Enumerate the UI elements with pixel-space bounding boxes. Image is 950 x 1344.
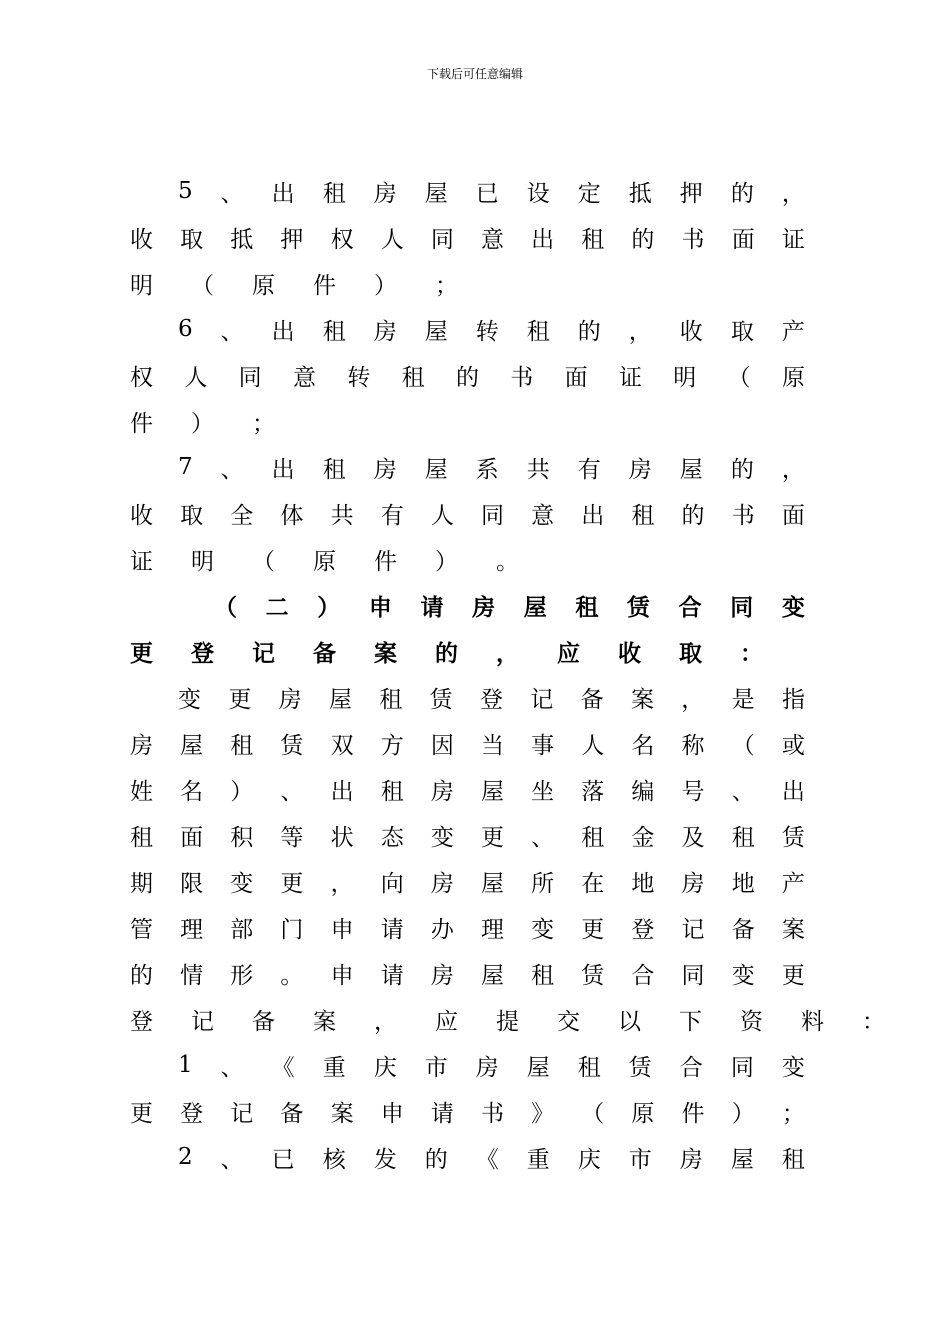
text-char: 抵 <box>628 180 652 207</box>
text-char: 名 <box>180 778 204 805</box>
text-char: 租 <box>230 732 254 759</box>
text-char: 所 <box>531 870 555 897</box>
text-char: 姓 <box>130 778 153 805</box>
text-char: 记 <box>252 639 275 667</box>
text-char: 原 <box>313 548 336 575</box>
text-char: 体 <box>280 502 304 529</box>
text-char: 当 <box>480 732 504 759</box>
text-char: 变 <box>731 962 755 989</box>
text-char: 面 <box>564 364 588 391</box>
text-char: 租 <box>380 778 404 805</box>
text-char: 租 <box>401 364 425 391</box>
text-char: ， <box>628 318 652 345</box>
text-char: 事 <box>531 732 555 759</box>
text-char: 取 <box>730 318 754 345</box>
text-char: 态 <box>380 824 404 851</box>
text-char: 件 <box>130 410 153 437</box>
page-header: 下载后可任意编辑 <box>426 67 523 81</box>
text-char: 出 <box>531 226 555 253</box>
text-char: ） <box>317 593 341 621</box>
text-char: 等 <box>280 824 304 851</box>
text-char: 赁 <box>628 1054 652 1081</box>
text-char: ） <box>731 1100 755 1127</box>
text-char: 租 <box>322 180 346 207</box>
text-char: 记 <box>191 1008 214 1035</box>
text-char: 人 <box>430 502 454 529</box>
text-char: 合 <box>631 962 655 989</box>
text-char: 市 <box>628 1146 652 1173</box>
text-char: 屋 <box>180 732 204 759</box>
text-char: ， <box>781 180 805 207</box>
text-char: 二 <box>265 593 289 621</box>
text-char: 的 <box>631 226 655 253</box>
text-char: 号 <box>681 778 705 805</box>
text-char: 7 <box>178 454 193 480</box>
text-char: ） <box>374 272 397 299</box>
text-char: 备 <box>731 916 755 943</box>
text-char: 名 <box>631 732 655 759</box>
text-char: 市 <box>424 1054 448 1081</box>
text-char: 变 <box>531 916 555 943</box>
text-char: 房 <box>373 180 397 207</box>
text-char: 庆 <box>373 1054 397 1081</box>
text-char: 、 <box>220 1146 244 1173</box>
text-char: 理 <box>180 916 204 943</box>
text-char: 6 <box>178 316 193 342</box>
text-char: 人 <box>380 226 404 253</box>
text-line <box>130 582 805 628</box>
text-char: 变 <box>781 1054 805 1081</box>
text-char: 登 <box>191 639 214 667</box>
text-char: 租 <box>322 318 346 345</box>
text-char: 变 <box>178 686 201 713</box>
text-char: 出 <box>330 778 354 805</box>
text-char: 租 <box>322 456 346 483</box>
text-char: 已 <box>475 180 499 207</box>
text-char: 租 <box>130 824 153 851</box>
text-char: 同 <box>730 1054 754 1081</box>
text-char: 、 <box>280 778 304 805</box>
text-char: 意 <box>292 364 316 391</box>
text-char: 房 <box>373 456 397 483</box>
text-line <box>130 444 805 490</box>
text-char: 件 <box>313 272 336 299</box>
text-char: 重 <box>322 1054 346 1081</box>
text-char: 请 <box>430 1100 454 1127</box>
text-char: 地 <box>731 870 755 897</box>
text-char: 同 <box>238 364 262 391</box>
text-line <box>130 536 805 582</box>
text-char: 租 <box>379 686 403 713</box>
text-char: 屋 <box>526 1054 550 1081</box>
text-line <box>130 766 805 812</box>
text-char: 、 <box>531 824 555 851</box>
text-char: 面 <box>180 824 204 851</box>
text-char: 称 <box>681 732 705 759</box>
text-char: ， <box>681 686 705 713</box>
text-char: 赁 <box>581 962 605 989</box>
text-char: 申 <box>368 593 392 621</box>
text-char: （ <box>214 593 237 621</box>
text-char: 的 <box>424 1146 448 1173</box>
text-char: 面 <box>781 502 805 529</box>
text-line <box>130 490 805 536</box>
text-char: 取 <box>180 502 204 529</box>
text-char: 书 <box>480 1100 504 1127</box>
text-char: 租 <box>731 824 755 851</box>
text-char: 发 <box>373 1146 397 1173</box>
text-line <box>130 398 805 444</box>
text-char: 备 <box>313 639 336 667</box>
text-char: 证 <box>781 226 805 253</box>
text-char: 书 <box>681 226 705 253</box>
text-char: 备 <box>280 1100 304 1127</box>
text-char: 合 <box>679 1054 703 1081</box>
text-line <box>130 168 805 214</box>
text-char: 《 <box>271 1054 295 1081</box>
text-char: 意 <box>531 502 555 529</box>
text-char: ） <box>191 410 214 437</box>
text-line <box>130 306 805 352</box>
text-line <box>130 720 805 766</box>
text-char: 案 <box>781 916 805 943</box>
text-char: 部 <box>230 916 254 943</box>
text-char: 更 <box>280 870 304 897</box>
text-char: 收 <box>618 639 641 667</box>
text-char: 《 <box>475 1146 499 1173</box>
text-char: 租 <box>531 962 555 989</box>
text-char: ； <box>252 410 275 437</box>
text-char: 收 <box>130 502 153 529</box>
document-body <box>130 168 885 1180</box>
text-char: 屋 <box>328 686 352 713</box>
text-char: 产 <box>781 870 805 897</box>
text-char: 、 <box>220 456 244 483</box>
text-char: 备 <box>252 1008 275 1035</box>
text-char: 产 <box>781 318 805 345</box>
text-char: 人 <box>581 732 605 759</box>
text-char: 赁 <box>429 686 453 713</box>
text-char: 原 <box>631 1100 655 1127</box>
text-char: 。 <box>280 962 304 989</box>
text-char: （ <box>731 732 755 759</box>
text-char: 共 <box>330 502 354 529</box>
text-char: 明 <box>130 272 153 299</box>
text-char: （ <box>252 548 275 575</box>
text-line <box>130 628 805 674</box>
text-char: ， <box>330 870 354 897</box>
text-line <box>130 904 805 950</box>
text-char: 以 <box>618 1008 641 1035</box>
text-char: 出 <box>271 456 295 483</box>
text-char: 理 <box>480 916 504 943</box>
text-char: 的 <box>455 364 479 391</box>
text-char: 方 <box>380 732 404 759</box>
text-char: 定 <box>577 180 601 207</box>
text-char: 登 <box>130 1008 153 1035</box>
text-char: 案 <box>330 1100 354 1127</box>
text-char: 更 <box>781 962 805 989</box>
text-char: 原 <box>252 272 275 299</box>
text-char: 房 <box>430 870 454 897</box>
text-char: 押 <box>679 180 703 207</box>
text-char: 收 <box>130 226 153 253</box>
text-char: 出 <box>271 180 295 207</box>
text-char: 房 <box>373 318 397 345</box>
text-line <box>130 858 805 904</box>
text-char: 地 <box>631 870 655 897</box>
text-char: 指 <box>781 686 805 713</box>
text-char: 全 <box>230 502 254 529</box>
text-char: 转 <box>475 318 499 345</box>
text-char: 出 <box>271 318 295 345</box>
text-char: 更 <box>581 916 605 943</box>
text-char: 同 <box>730 593 754 621</box>
text-char: 房 <box>472 593 496 621</box>
text-line <box>130 812 805 858</box>
text-char: 原 <box>781 364 805 391</box>
text-char: （ <box>727 364 751 391</box>
text-char: 取 <box>180 226 204 253</box>
text-char: 在 <box>581 870 605 897</box>
text-char: 人 <box>184 364 208 391</box>
text-char: 取 <box>679 639 702 667</box>
text-char: 屋 <box>679 456 703 483</box>
text-char: 》 <box>531 1100 555 1127</box>
text-char: 案 <box>630 686 654 713</box>
text-char: 交 <box>557 1008 580 1035</box>
text-char: ： <box>740 639 763 667</box>
text-char: 屋 <box>480 870 504 897</box>
text-line <box>130 214 805 260</box>
text-char: 赁 <box>280 732 304 759</box>
text-char: 赁 <box>627 593 650 621</box>
text-char: 重 <box>526 1146 550 1173</box>
text-char: 同 <box>681 962 705 989</box>
text-char: 管 <box>130 916 153 943</box>
text-char: 期 <box>130 870 153 897</box>
text-char: 办 <box>430 916 454 943</box>
text-char: 系 <box>475 456 499 483</box>
text-char: 、 <box>220 180 244 207</box>
text-char: 坐 <box>531 778 555 805</box>
text-char: 登 <box>631 916 655 943</box>
text-char: 押 <box>280 226 304 253</box>
text-char: 件 <box>681 1100 705 1127</box>
text-char: 房 <box>628 456 652 483</box>
text-char: 同 <box>480 502 504 529</box>
text-char: 资 <box>740 1008 763 1035</box>
text-char: （ <box>581 1100 605 1127</box>
text-char: 的 <box>577 318 601 345</box>
text-char: ， <box>496 639 519 667</box>
text-char: 双 <box>330 732 354 759</box>
text-char: 明 <box>673 364 697 391</box>
text-char: 案 <box>374 639 397 667</box>
text-line <box>130 1134 805 1180</box>
text-char: 2 <box>178 1144 193 1170</box>
text-char: 、 <box>731 778 755 805</box>
text-char: 权 <box>330 226 354 253</box>
text-char: 更 <box>130 1100 153 1127</box>
text-char: 申 <box>330 962 354 989</box>
text-char: 租 <box>781 1146 805 1173</box>
text-char: 有 <box>577 456 601 483</box>
text-char: 申 <box>380 1100 404 1127</box>
text-char: ： <box>862 1008 885 1035</box>
text-char: ； <box>781 1100 805 1127</box>
text-char: 房 <box>475 1054 499 1081</box>
text-char: ） <box>435 548 458 575</box>
text-char: 租 <box>526 318 550 345</box>
text-char: 意 <box>480 226 504 253</box>
text-char: 或 <box>781 732 805 759</box>
text-char: 登 <box>479 686 503 713</box>
text-char: 下 <box>679 1008 702 1035</box>
text-char: 租 <box>577 1054 601 1081</box>
text-char: 的 <box>130 962 153 989</box>
text-char: ， <box>781 456 805 483</box>
text-char: 租 <box>575 593 599 621</box>
text-char: 门 <box>280 916 304 943</box>
text-char: 核 <box>322 1146 346 1173</box>
text-char: 申 <box>330 916 354 943</box>
text-char: 状 <box>330 824 354 851</box>
text-char: 积 <box>230 824 254 851</box>
text-line <box>130 260 805 306</box>
text-line <box>130 352 805 398</box>
text-char: 情 <box>180 962 204 989</box>
text-char: 证 <box>130 548 153 575</box>
text-char: 屋 <box>424 456 448 483</box>
text-char: 的 <box>681 502 705 529</box>
text-char: 案 <box>313 1008 336 1035</box>
text-char: 房 <box>679 1146 703 1173</box>
text-char: 的 <box>730 180 754 207</box>
text-char: 租 <box>581 824 605 851</box>
text-char: 收 <box>679 318 703 345</box>
text-char: 向 <box>380 870 404 897</box>
text-char: 1 <box>178 1052 193 1078</box>
text-char: 件 <box>374 548 397 575</box>
text-char: 落 <box>581 778 605 805</box>
text-char: 出 <box>781 778 805 805</box>
text-char: 房 <box>430 778 454 805</box>
text-char: 记 <box>230 1100 254 1127</box>
text-char: 料 <box>801 1008 824 1035</box>
text-char: 。 <box>496 548 519 575</box>
text-char: 房 <box>430 962 454 989</box>
text-char: 、 <box>220 318 244 345</box>
text-char: 转 <box>347 364 371 391</box>
text-char: ） <box>230 778 254 805</box>
text-char: 设 <box>526 180 550 207</box>
text-char: 共 <box>526 456 550 483</box>
text-char: 有 <box>380 502 404 529</box>
text-char: 因 <box>430 732 454 759</box>
text-char: 更 <box>228 686 252 713</box>
text-char: 应 <box>557 639 580 667</box>
text-char: 书 <box>510 364 534 391</box>
text-char: 编 <box>631 778 655 805</box>
text-char: 屋 <box>424 318 448 345</box>
text-char: 请 <box>380 962 404 989</box>
text-char: 出 <box>581 502 605 529</box>
text-char: 房 <box>681 870 705 897</box>
text-char: 赁 <box>781 824 805 851</box>
text-char: 已 <box>271 1146 295 1173</box>
text-char: 证 <box>618 364 642 391</box>
text-char: 房 <box>130 732 153 759</box>
text-char: 是 <box>731 686 755 713</box>
text-char: 屋 <box>523 593 547 621</box>
text-char: 请 <box>420 593 444 621</box>
text-char: 庆 <box>577 1146 601 1173</box>
text-char: 屋 <box>480 962 504 989</box>
text-char: 及 <box>681 824 705 851</box>
text-char: 记 <box>530 686 554 713</box>
text-line <box>130 996 885 1042</box>
text-line <box>130 950 805 996</box>
text-char: 请 <box>380 916 404 943</box>
text-char: ； <box>435 272 458 299</box>
text-char: （ <box>191 272 214 299</box>
text-char: 金 <box>631 824 655 851</box>
text-char: 5 <box>178 178 193 204</box>
text-char: 明 <box>191 548 214 575</box>
text-char: 屋 <box>424 180 448 207</box>
text-char: 屋 <box>730 1146 754 1173</box>
text-char: 租 <box>581 226 605 253</box>
text-char: 备 <box>580 686 604 713</box>
text-char: 登 <box>180 1100 204 1127</box>
text-char: 书 <box>731 502 755 529</box>
text-char: 同 <box>430 226 454 253</box>
text-char: 形 <box>230 962 254 989</box>
text-char: 限 <box>180 870 204 897</box>
text-char: 的 <box>435 639 458 667</box>
text-char: 屋 <box>480 778 504 805</box>
text-char: 记 <box>681 916 705 943</box>
text-char: 变 <box>430 824 454 851</box>
text-char: 变 <box>781 593 805 621</box>
text-char: 面 <box>731 226 755 253</box>
text-line <box>130 1088 805 1134</box>
text-line <box>130 674 805 720</box>
text-char: 、 <box>220 1054 244 1081</box>
text-char: 抵 <box>230 226 254 253</box>
text-char: 的 <box>730 456 754 483</box>
text-char: 变 <box>230 870 254 897</box>
text-line <box>130 1042 805 1088</box>
text-char: 提 <box>496 1008 519 1035</box>
text-char: 权 <box>130 364 153 391</box>
text-char: 租 <box>631 502 655 529</box>
text-char: 更 <box>480 824 504 851</box>
text-char: ， <box>374 1008 397 1035</box>
text-char: 更 <box>130 639 153 667</box>
text-char: 应 <box>435 1008 458 1035</box>
text-char: 房 <box>278 686 302 713</box>
text-char: 合 <box>678 593 702 621</box>
